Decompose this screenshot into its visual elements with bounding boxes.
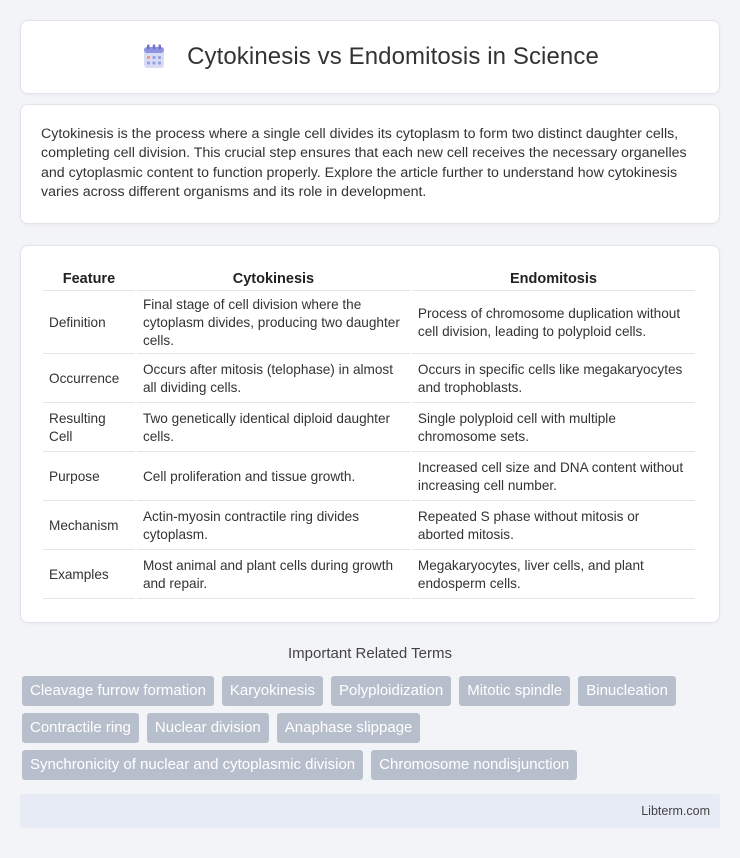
tag-anaphase-slippage[interactable]: Anaphase slippage — [277, 713, 421, 743]
intro-card — [20, 104, 720, 224]
tag-synchronicity[interactable]: Synchronicity of nuclear and cytoplasmic division — [22, 750, 363, 780]
comparison-table — [41, 266, 697, 601]
intro-text: Cytokinesis is the process where a single cell divides its cytoplasm to form two distinct daughter cells, completing cell division. This crucial step ensures that each new cell receives the necessary organelles and cytoplasmic content to function properly. Explore the article further to understand how cytokinesis varies across different organisms and its role in development. — [41, 126, 687, 201]
tag-mitotic-spindle[interactable]: Mitotic spindle — [459, 676, 570, 706]
feature-cell: Occurrence — [43, 356, 135, 403]
header-card — [20, 20, 720, 94]
tag-contractile-ring[interactable]: Contractile ring — [22, 713, 139, 743]
tag-chromosome-nondisjunction[interactable]: Chromosome nondisjunction — [371, 750, 577, 780]
tag-polyploidization[interactable]: Polyploidization — [331, 676, 451, 706]
document-list-icon — [141, 44, 167, 70]
table-row — [43, 356, 695, 403]
title-wrap — [141, 43, 599, 71]
cytokinesis-cell: Actin-myosin contractile ring divides cytoplasm. — [137, 503, 410, 550]
header-endomitosis: Endomitosis — [412, 268, 695, 291]
table-row — [43, 454, 695, 501]
endomitosis-cell: Megakaryocytes, liver cells, and plant endosperm cells. — [412, 552, 695, 599]
endomitosis-cell: Occurs in specific cells like megakaryocytes and trophoblasts. — [412, 356, 695, 403]
header-feature: Feature — [43, 268, 135, 291]
table-row — [43, 503, 695, 550]
endomitosis-cell: Single polyploid cell with multiple chromosome sets. — [412, 405, 695, 452]
table-row — [43, 552, 695, 599]
feature-cell: Examples — [43, 552, 135, 599]
tag-karyokinesis[interactable]: Karyokinesis — [222, 676, 323, 706]
feature-cell: Mechanism — [43, 503, 135, 550]
tag-binucleation[interactable]: Binucleation — [578, 676, 676, 706]
footer — [20, 794, 720, 828]
feature-cell: Purpose — [43, 454, 135, 501]
page-title: Cytokinesis vs Endomitosis in Science — [187, 43, 599, 70]
cytokinesis-cell: Final stage of cell division where the cytoplasm divides, producing two daughter cells. — [137, 293, 410, 354]
cytokinesis-cell: Occurs after mitosis (telophase) in almost all dividing cells. — [137, 356, 410, 403]
tag-cleavage-furrow-formation[interactable]: Cleavage furrow formation — [22, 676, 214, 706]
endomitosis-cell: Increased cell size and DNA content without increasing cell number. — [412, 454, 695, 501]
footer-brand-link[interactable]: Libterm.com — [641, 804, 710, 818]
feature-cell: Resulting Cell — [43, 405, 135, 452]
header-cytokinesis: Cytokinesis — [137, 268, 410, 291]
table-header-row — [43, 268, 695, 291]
endomitosis-cell: Process of chromosome duplication without cell division, leading to polyploid cells. — [412, 293, 695, 354]
cytokinesis-cell: Most animal and plant cells during growth and repair. — [137, 552, 410, 599]
related-terms-title: Important Related Terms — [288, 645, 452, 662]
cytokinesis-cell: Two genetically identical diploid daughter cells. — [137, 405, 410, 452]
cytokinesis-cell: Cell proliferation and tissue growth. — [137, 454, 410, 501]
feature-cell: Definition — [43, 293, 135, 354]
table-row — [43, 405, 695, 452]
table-row — [43, 293, 695, 354]
tag-nuclear-division[interactable]: Nuclear division — [147, 713, 269, 743]
comparison-table-card — [20, 245, 720, 623]
related-terms-tags — [22, 676, 722, 787]
endomitosis-cell: Repeated S phase without mitosis or aborted mitosis. — [412, 503, 695, 550]
